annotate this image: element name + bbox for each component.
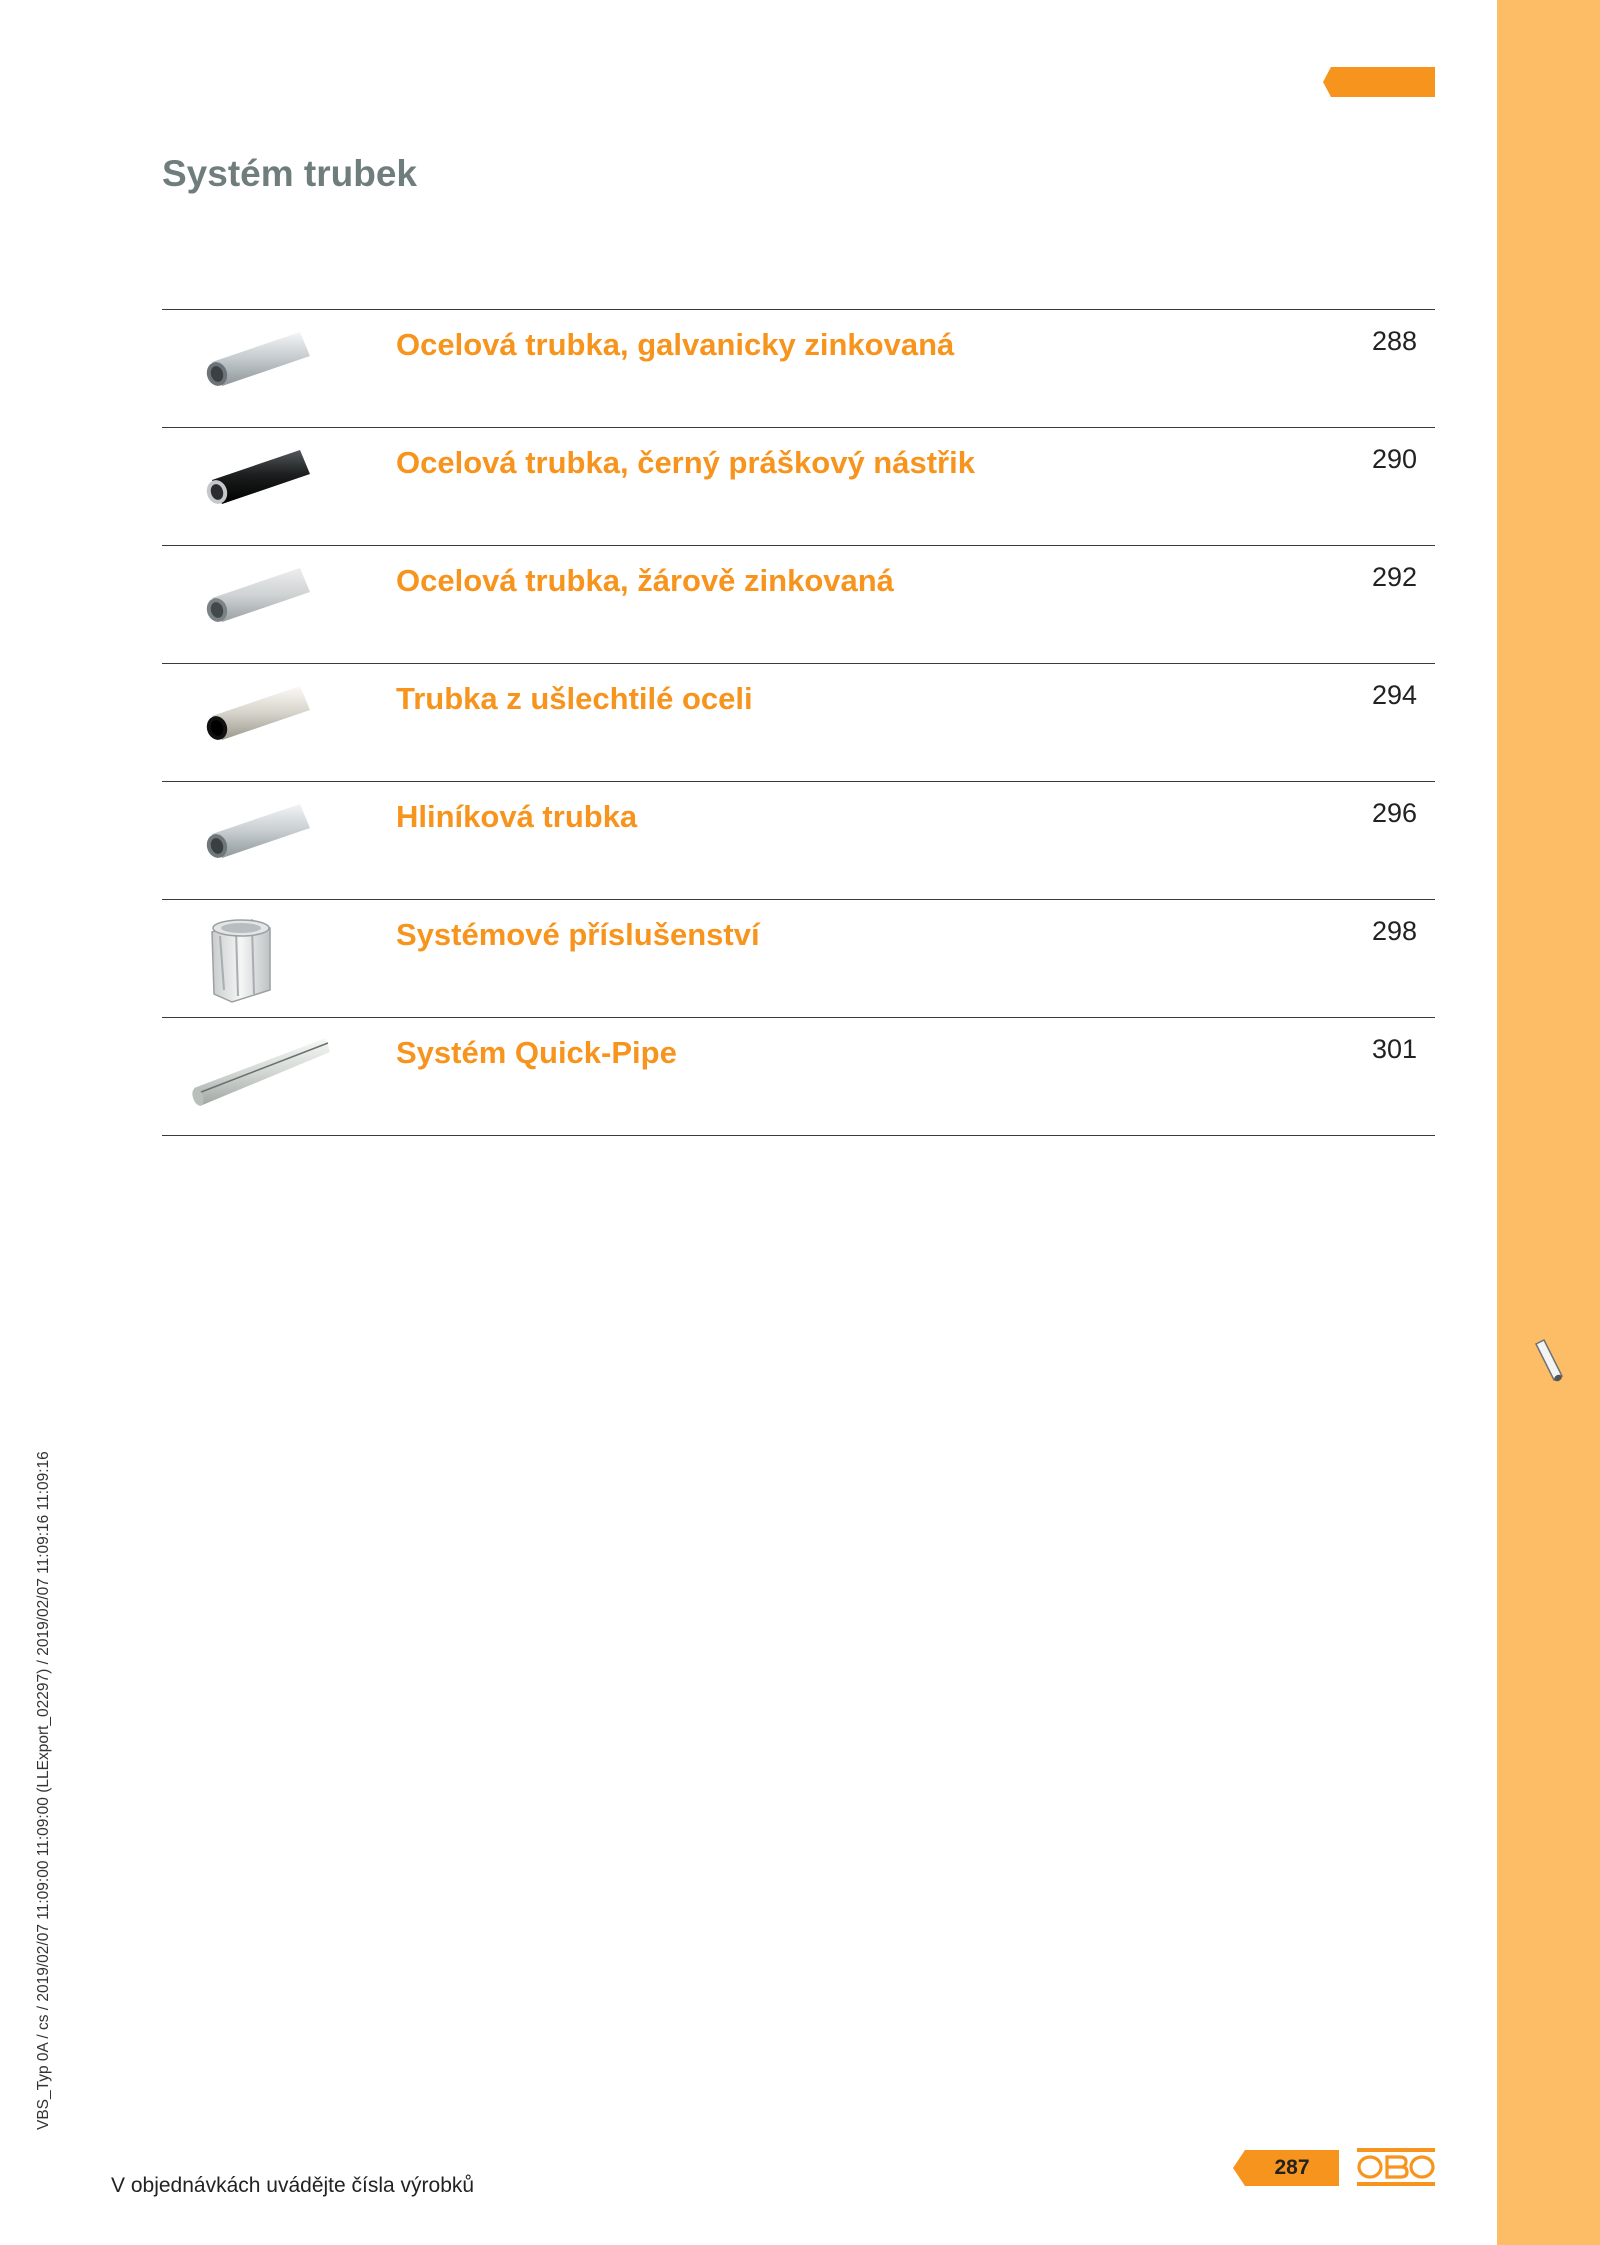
toc-page-number: 294 [1371,680,1417,710]
toc-page-number: 288 [1371,326,1417,356]
toc-row[interactable] [162,899,1435,1017]
toc-page-number: 301 [1371,1034,1417,1064]
toc-page-number: 298 [1371,916,1417,946]
black-coated-steel-tube-icon [192,438,332,536]
table-of-contents [162,309,1435,1136]
toc-row[interactable] [162,309,1435,427]
toc-page-number: 296 [1371,798,1417,828]
footer-note: V objednávkách uvádějte čísla výrobků [111,2174,475,2197]
toc-title: Ocelová trubka, galvanicky zinkovaná [396,327,955,362]
toc-title: Systém Quick-Pipe [396,1035,677,1070]
page-number: 287 [1274,2156,1310,2179]
stainless-steel-tube-icon [192,674,332,772]
side-band [1497,0,1600,2245]
galvanized-steel-tube-icon [192,320,332,418]
print-metadata: VBS_Typ 0A / cs / 2019/02/07 11:09:00 11:09:00 (LLExport_02297) / 2019/02/07 11:09:16 11:09:16 [35,1451,52,2130]
hot-dip-galvanized-steel-tube-icon [192,556,332,654]
toc-row[interactable] [162,545,1435,663]
toc-row[interactable] [162,781,1435,899]
aluminium-tube-icon [192,792,332,890]
toc-title: Ocelová trubka, černý práškový nástřik [396,445,975,480]
toc-title: Trubka z ušlechtilé oceli [396,681,753,716]
toc-page-number: 290 [1371,444,1417,474]
toc-title: Systémové příslušenství [396,917,760,952]
quick-pipe-icon [192,1028,332,1126]
toc-title: Hliníková trubka [396,799,638,834]
system-accessory-clip-icon [192,910,332,1008]
page-title: Systém trubek [162,153,417,194]
toc-row[interactable] [162,1017,1435,1136]
toc-page-number: 292 [1371,562,1417,592]
chapter-tab-marker [1323,67,1435,97]
tube-icon [1530,1338,1566,1384]
toc-row[interactable] [162,427,1435,545]
toc-row[interactable] [162,663,1435,781]
obo-logo [1357,2148,1435,2186]
toc-title: Ocelová trubka, žárově zinkovaná [396,563,894,598]
